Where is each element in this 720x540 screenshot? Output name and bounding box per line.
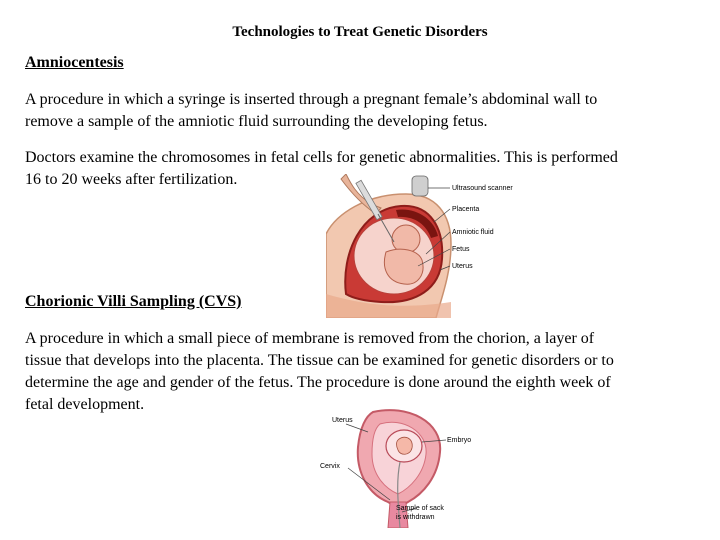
cvs-heading: Chorionic Villi Sampling (CVS): [25, 293, 242, 310]
text-line: A procedure in which a small piece of membrane is removed from the chorion, a layer of: [25, 330, 595, 347]
text-line: Doctors examine the chromosomes in fetal cells for genetic abnormalities. This is performed: [25, 149, 618, 166]
cvs-illustration: [318, 402, 478, 528]
text-line: tissue that develops into the placenta. The tissue can be examined for genetic disorders or to: [25, 352, 614, 369]
figure-label-fetus: Fetus: [452, 246, 470, 253]
amniocentesis-heading: Amniocentesis: [25, 54, 124, 71]
figure-label-uterus: Uterus: [332, 417, 353, 424]
figure-label-amniotic-fluid: Amniotic fluid: [452, 229, 494, 236]
page-title: Technologies to Treat Genetic Disorders: [232, 24, 488, 40]
figure-label-placenta: Placenta: [452, 206, 480, 213]
text-line: A procedure in which a syringe is inserted through a pregnant female’s abdominal wall to: [25, 91, 598, 108]
figure-label-sample-line2: is withdrawn: [396, 514, 435, 521]
figure-label-ultrasound-scanner: Ultrasound scanner: [452, 185, 513, 192]
text-line: determine the age and gender of the fetus. The procedure is done around the eighth week of: [25, 374, 611, 391]
text-line: fetal development.: [25, 396, 145, 413]
figure-label-uterus: Uterus: [452, 263, 473, 270]
amniocentesis-details: [25, 147, 618, 191]
text-line: 16 to 20 weeks after fertilization.: [25, 171, 238, 188]
text-line: remove a sample of the amniotic fluid surrounding the developing fetus.: [25, 113, 488, 130]
figure-label-cervix: Cervix: [320, 463, 340, 470]
figure-label-embryo: Embryo: [447, 437, 472, 444]
amniocentesis-description: [25, 89, 597, 133]
figure-label-sample-line1: Sample of sack: [396, 505, 444, 512]
amniocentesis-illustration: [326, 174, 516, 318]
